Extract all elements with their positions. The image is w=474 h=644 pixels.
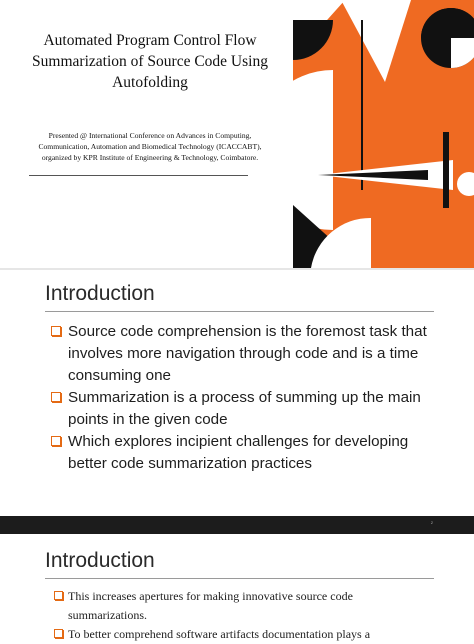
list-item [50,387,440,431]
presented-line: Communication, Automation and Biomedical Technology (ICACCABT), [38,142,262,151]
intro-slide-2 [0,534,474,641]
page-number: 2 [430,520,433,525]
list-item [50,321,440,387]
bullet-line: This increases apertures for making innovative source code [68,589,353,603]
bullet-list [50,321,440,475]
list-item [53,625,443,644]
checkbox-bullet-icon [51,436,61,446]
presented-at-text [20,130,280,163]
list-item [53,587,443,625]
intro-slide-1 [0,270,474,516]
title-line: Summarization of Source Code Using [32,53,268,70]
divider-line [29,175,248,176]
checkbox-bullet-icon [54,591,63,600]
bullet-line: Summarization is a process of summing up the main [68,389,421,406]
heading-underline [45,311,434,312]
heading-underline [45,578,434,579]
checkbox-bullet-icon [51,326,61,336]
title-line: Autofolding [112,74,188,91]
bullet-line: involves more navigation through code and is a time [68,345,419,362]
title-line: Automated Program Control Flow [43,32,257,49]
presented-line: organized by KPR Institute of Engineering & Technology, Coimbatore. [41,153,259,162]
checkbox-bullet-icon [54,629,63,638]
slide-title [18,30,282,93]
checkbox-bullet-icon [51,392,61,402]
slide-heading: Introduction [45,549,155,572]
bullet-line: summarizations. [68,608,147,622]
bullet-line: better code summarization practices [68,455,312,472]
title-slide [0,0,474,268]
slide-footer-bar [0,516,474,534]
presented-line: Presented @ International Conference on Advances in Computing, [48,131,252,140]
bullet-line: points in the given code [68,411,228,428]
abstract-art-image [293,0,474,268]
list-item [50,431,440,475]
slide-heading: Introduction [45,282,155,305]
bullet-line: To better comprehend software artifacts documentation plays a [68,627,371,641]
bullet-line: Source code comprehension is the foremost task that [68,323,427,340]
bullet-line: Which explores incipient challenges for developing [68,433,409,450]
bullet-line: consuming one [68,367,172,384]
bullet-list [53,587,443,644]
